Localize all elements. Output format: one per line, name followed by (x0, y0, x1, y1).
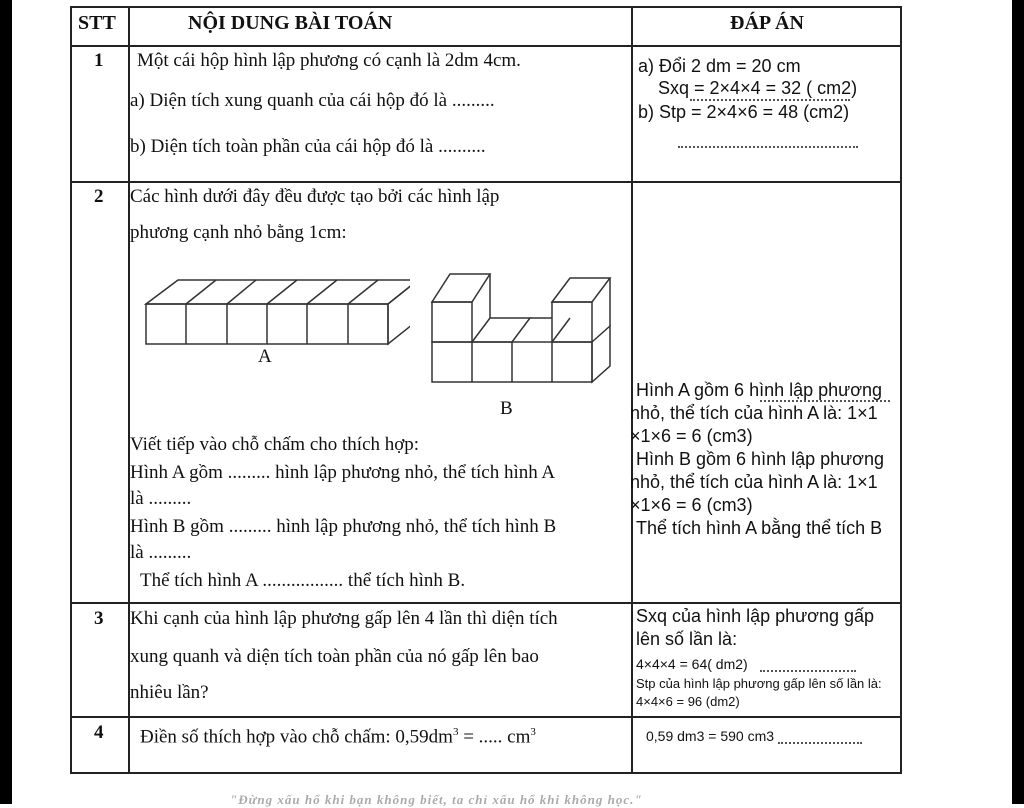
right-black-margin (1012, 0, 1024, 804)
q4-answer: 0,59 dm3 = 590 cm3 (646, 728, 775, 744)
q4-exp1: 3 (452, 726, 459, 738)
q2-answer-l4: Hình B gồm 6 hình lập phương (636, 449, 885, 469)
table-border-top (70, 6, 902, 8)
q1-answer-a3: b) Stp = 2×4×6 = 48 (cm2) (638, 102, 850, 122)
table-border-bottom (70, 772, 902, 774)
header-content: NỘI DUNG BÀI TOÁN (188, 12, 393, 34)
q3-line3: nhiêu lần? (130, 682, 209, 703)
row-divider-2 (70, 602, 902, 604)
q2-line8: Thể tích hình A ................. thể tích hình B. (140, 570, 466, 591)
header-answer: ĐÁP ÁN (730, 12, 804, 34)
q1-answer-a2: Sxq = 2×4×4 = 32 ( cm2) (658, 78, 858, 98)
q1-answer-a1: a) Đổi 2 dm = 20 cm (638, 56, 801, 76)
q2-line4: Hình A gồm ......... hình lập phương nhỏ, thể tích hình A (130, 462, 556, 483)
q1-number: 1 (94, 50, 104, 71)
q1-answer-a2-dotted (690, 99, 850, 101)
figure-b-label: B (500, 398, 513, 419)
header-stt: STT (78, 12, 116, 34)
q2-line3: Viết tiếp vào chỗ chấm cho thích hợp: (130, 434, 420, 455)
q2-answer-l2: nhỏ, thể tích của hình A là: 1×1 (630, 403, 878, 423)
q1-line2: a) Diện tích xung quanh của cái hộp đó là ......... (130, 90, 495, 111)
q3-line1: Khi cạnh của hình lập phương gấp lên 4 lần thì diện tích (130, 608, 558, 629)
q2-line7: là ......... (130, 542, 192, 563)
q2-answer-l6: ×1×6 = 6 (cm3) (630, 495, 753, 515)
q1-answer-blank (678, 146, 858, 148)
q2-line1: Các hình dưới đây đều được tạo bởi các hình lập (130, 186, 500, 207)
q4-unit1: dm (428, 726, 453, 748)
footer-quote: "Đừng xấu hổ khi bạn không biết, ta chỉ xấu hổ khi không học." (230, 792, 643, 807)
table-border-left (70, 6, 72, 774)
q2-line6: Hình B gồm ......... hình lập phương nhỏ, thể tích hình B (130, 516, 557, 537)
q4-number: 4 (94, 722, 104, 743)
q3-number: 3 (94, 608, 104, 629)
q3-answer-l3-dotted (760, 670, 856, 672)
figure-a-cubes (140, 268, 410, 350)
q3-answer-l3: 4×4×4 = 64( dm2) (636, 656, 748, 672)
table-border-right (900, 6, 902, 774)
row-divider-3 (70, 716, 902, 718)
q1-line1: Một cái hộp hình lập phương có cạnh là 2dm 4cm. (137, 50, 521, 71)
q4-unit2: cm (507, 726, 531, 748)
figure-a-label: A (258, 346, 272, 367)
q3-answer-l4: Stp của hình lập phương gấp lên số lần là: (636, 676, 882, 691)
q1-line3: b) Diện tích toàn phần của cái hộp đó là .......... (130, 136, 486, 157)
q4-text (140, 726, 536, 748)
q3-line2: xung quanh và diện tích toàn phần của nó gấp lên bao (130, 646, 539, 667)
q2-line5: là ......... (130, 488, 192, 509)
q2-answer-l1-dotted (760, 400, 890, 402)
q4-answer-dotted (778, 742, 862, 744)
row-divider-header (70, 45, 902, 47)
q4-exp2: 3 (530, 726, 536, 738)
q2-number: 2 (94, 186, 104, 207)
q2-answer-l5: nhỏ, thể tích của hình A là: 1×1 (630, 472, 878, 492)
q2-answer-l3: ×1×6 = 6 (cm3) (630, 426, 753, 446)
figure-b-cubes (426, 268, 616, 386)
column-divider-2 (631, 6, 633, 774)
row-divider-1 (70, 181, 902, 183)
q3-answer-l5: 4×4×6 = 96 (dm2) (636, 694, 740, 709)
q4-prefix: Điền số thích hợp vào chỗ chấm: 0,59 (140, 726, 429, 748)
left-black-margin (0, 0, 12, 804)
q2-line2: phương cạnh nhỏ bằng 1cm: (130, 222, 347, 243)
worksheet-table (70, 6, 902, 774)
q3-answer-l2: lên số lần là: (636, 629, 738, 649)
q2-answer-l1: Hình A gồm 6 hình lập phương (636, 380, 883, 400)
q4-mid: = ..... (458, 726, 508, 748)
q2-answer-l7: Thể tích hình A bằng thể tích B (636, 518, 883, 538)
q3-answer-l1: Sxq của hình lập phương gấp (636, 606, 875, 626)
